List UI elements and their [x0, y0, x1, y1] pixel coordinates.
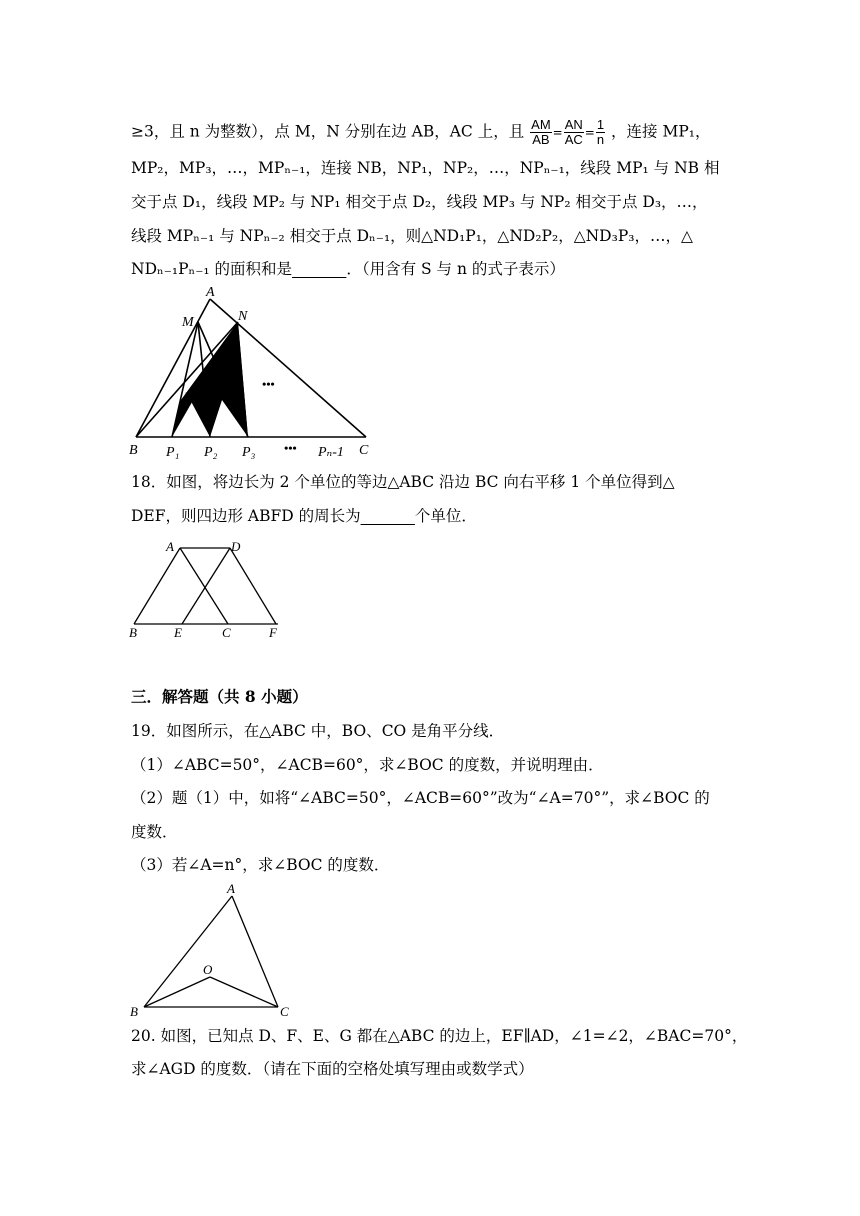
q18-line-1: 18．如图，将边长为 2 个单位的等边△ABC 沿边 BC 向右平移 1 个单位得到△ — [131, 473, 675, 491]
dots-lower: ••• — [284, 441, 297, 455]
q17-line-2: MP₂，MP₃，…，MPₙ₋₁，连接 NB，NP₁，NP₂，…，NPₙ₋₁，线段 MP₁ 与 NB 相 — [131, 159, 720, 177]
q19-line-1: 19．如图所示，在△ABC 中，BO、CO 是角平分线． — [131, 722, 505, 740]
label-c: C — [222, 625, 231, 640]
q19-line-4: 度数． — [131, 823, 178, 841]
label-c: C — [280, 1004, 289, 1019]
answer-blank: _______ — [360, 507, 415, 525]
q19-line-3: （2）题（1）中，如将“∠ABC=50°，∠ACB=60°”改为“∠A=70°”，求∠BOC 的 — [131, 789, 710, 807]
label-m: M — [182, 315, 194, 330]
label-f: F — [269, 625, 277, 640]
label-b: B — [130, 1004, 138, 1019]
q19-triangle-figure — [126, 880, 296, 1020]
answer-blank: _______ — [292, 260, 347, 278]
equals-sign: = — [584, 125, 595, 140]
q17-line-1-pre: ≥3，且 n 为整数），点 M，N 分别在边 AB，AC 上，且 — [131, 122, 525, 141]
label-p3: P₃ — [242, 445, 256, 460]
label-b: B — [129, 443, 138, 458]
section-title: 三．解答题（共 8 小题） — [131, 687, 308, 706]
q18-translation-figure — [126, 534, 286, 644]
label-pn-1: Pₙ-1 — [318, 445, 344, 460]
dots-upper: ••• — [262, 377, 275, 391]
label-n: N — [238, 309, 248, 324]
label-a: A — [166, 539, 174, 554]
q17-line-5: NDₙ₋₁Pₙ₋₁ 的面积和是_______．（用含有 S 与 n 的式子表示） — [131, 260, 565, 278]
label-p2: P₂ — [204, 445, 218, 460]
q20-line-2: 求∠AGD 的度数．（请在下面的空格处填写理由或数学式） — [131, 1060, 534, 1078]
label-c: C — [359, 443, 369, 458]
label-o: O — [203, 962, 213, 977]
q17-line-1 — [131, 118, 710, 147]
label-a: A — [227, 881, 235, 896]
label-a: A — [206, 285, 215, 300]
fraction-an-ac: $\frac{AN}{AC}$ — [564, 117, 583, 147]
equals-sign: = — [552, 125, 563, 140]
label-b: B — [129, 625, 137, 640]
q19-line-5: （3）若∠A=n°，求∠BOC 的度数． — [131, 856, 390, 874]
fraction-am-ab: $\frac{AM}{AB}$ — [531, 117, 551, 147]
label-d: D — [231, 539, 241, 554]
q17-line-3: 交于点 D₁，线段 MP₂ 与 NP₁ 相交于点 D₂，线段 MP₃ 与 NP₂ 相交于点 D₃，…， — [131, 193, 708, 211]
q17-triangle-figure — [126, 282, 386, 462]
label-p1: P₁ — [166, 445, 180, 460]
q18-line-2: DEF，则四边形 ABFD 的周长为_______个单位． — [131, 507, 477, 525]
q17-line-1-post: ，连接 MP₁， — [611, 122, 711, 141]
q19-line-2: （1）∠ABC=50°，∠ACB=60°，求∠BOC 的度数，并说明理由． — [131, 756, 604, 774]
q20-line-1: 20. 如图，已知点 D、F、E、G 都在△ABC 的边上，EF∥AD，∠1=∠2，∠BAC=70°， — [131, 1027, 748, 1045]
fraction-1-n: $\frac{1}{n}$ — [596, 117, 605, 147]
q17-line-4: 线段 MPₙ₋₁ 与 NPₙ₋₂ 相交于点 Dₙ₋₁，则△ND₁P₁，△ND₂P₂，△ND₃P₃，…，△ — [131, 227, 693, 245]
label-e: E — [174, 625, 182, 640]
